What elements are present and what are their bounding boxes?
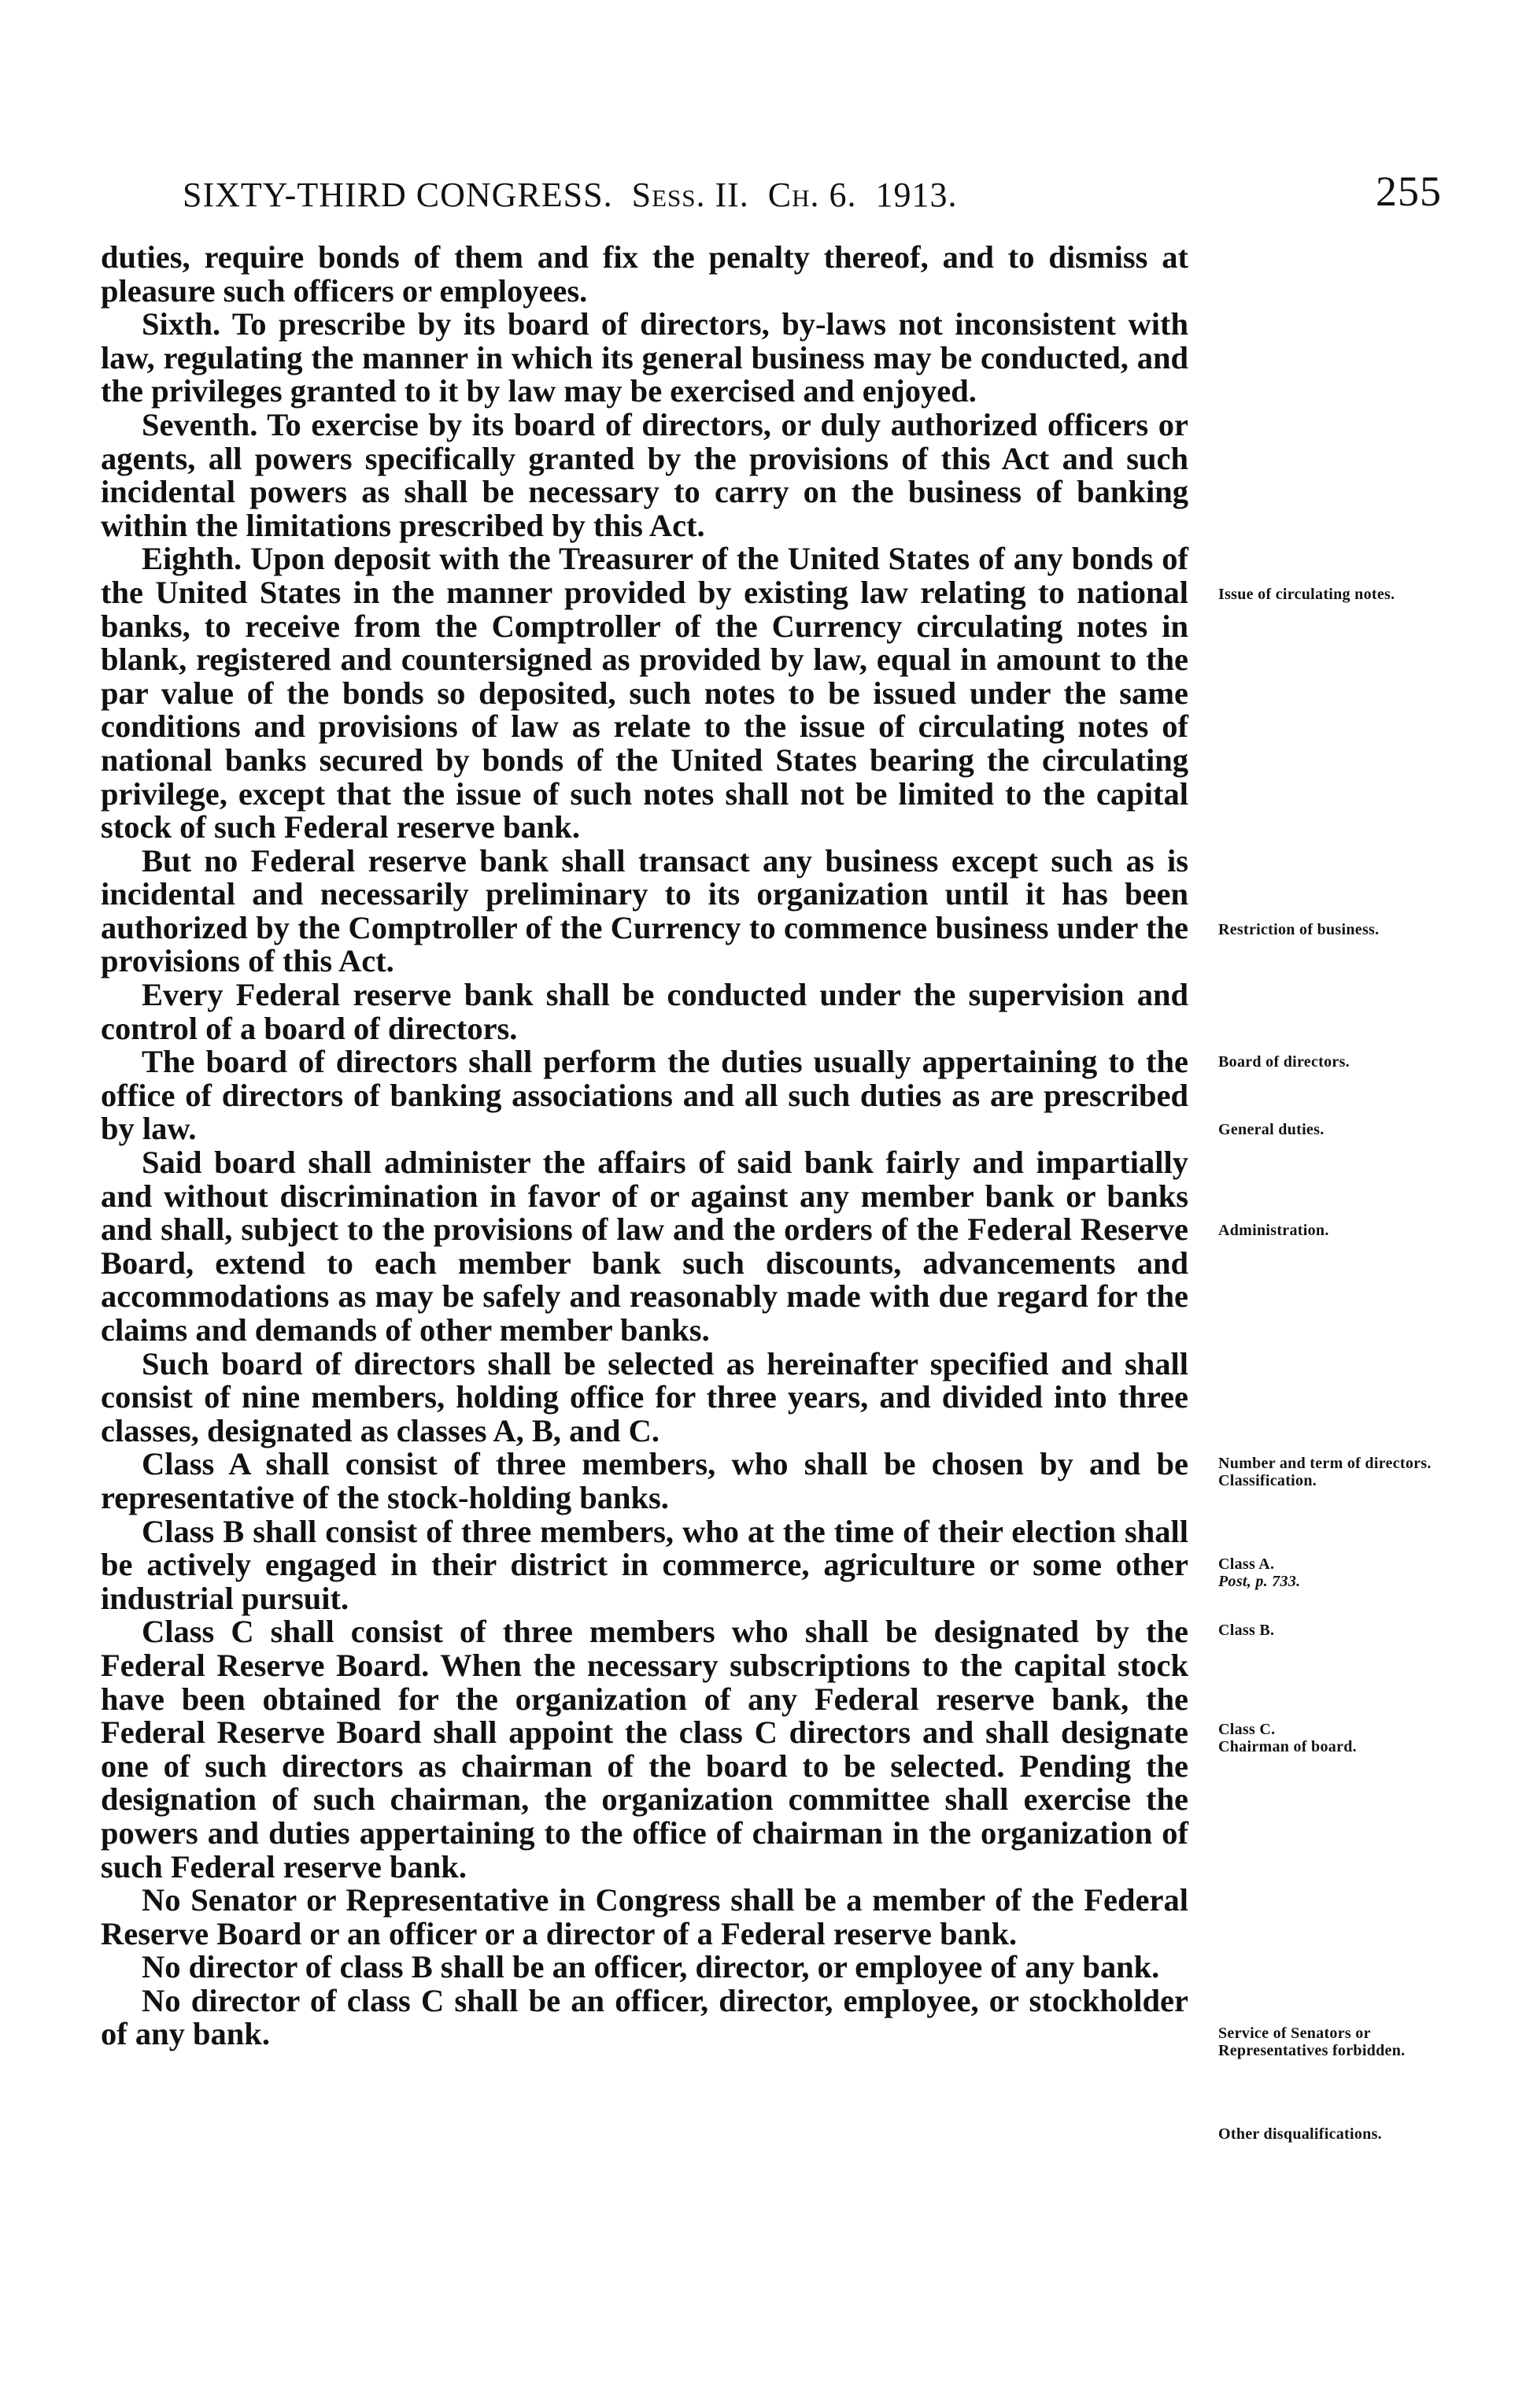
margin-note-other: [1218, 2125, 1443, 2143]
margin-note-board: [1218, 1053, 1443, 1071]
chapter-label: Ch. 6.: [767, 176, 857, 214]
paragraph-duties: duties, require bonds of them and fix the penalty thereof, and to dismiss at pleasure such officers or employees.: [101, 239, 1188, 309]
margin-note-classification-text: Classification.: [1218, 1472, 1317, 1489]
statute-text: [101, 241, 1188, 2051]
margin-note-administration: [1218, 1222, 1443, 1239]
paragraph-administration: Said board shall administer the affairs of said bank fairly and impartially and without discrimination in favor of or against any member bank or banks and shall, subject to the provisions of law and the orders of the Federal Reserve Board, extend to each member bank such discounts, advancements and accommodations as may be safely and reasonably made with due regard for the claims and demands of other member banks.: [101, 1145, 1188, 1348]
paragraph-board: Every Federal reserve bank shall be conducted under the supervision and control of a board of directors.: [101, 977, 1188, 1046]
paragraph-sixth: Sixth. To prescribe by its board of directors, by-laws not inconsistent with law, regulating the manner in which its general business may be conducted, and the privileges granted to it by law may be exercised and enjoyed.: [101, 306, 1188, 409]
margin-note-class-b: [1218, 1622, 1443, 1639]
running-head-title: SIXTY-THIRD CONGRESS.: [183, 176, 613, 214]
paragraph-class-b: Class B shall consist of three members, who at the time of their election shall be actively engaged in their district in commerce, agriculture or some other industrial pursuit.: [101, 1513, 1188, 1616]
margin-note-number-term-text: Number and term of directors.: [1218, 1455, 1432, 1472]
margin-note-administration-text: Administration.: [1218, 1222, 1329, 1239]
margin-note-class-a-text: Class A.: [1218, 1555, 1275, 1573]
margin-note-general-duties-text: General duties.: [1218, 1121, 1325, 1138]
paragraph-senators: No Senator or Representative in Congress shall be a member of the Federal Reserve Board or an officer or a director of a Federal reserve bank.: [101, 1882, 1188, 1951]
paragraph-restriction: But no Federal reserve bank shall transact any business except such as is incidental and necessarily preliminary to its organization until it has been authorized by the Comptroller of the Currency to commence business under the provisions of this Act.: [101, 842, 1188, 979]
margin-note-restriction: [1218, 921, 1443, 938]
session-label: Sess. II.: [631, 176, 749, 214]
margin-note-number-term: [1218, 1455, 1443, 1489]
margin-note-class-b-text: Class B.: [1218, 1622, 1275, 1639]
paragraph-number-term: Such board of directors shall be selected as hereinafter specified and shall consist of nine members, holding office for three years, and divided into three classes, designated as classes A, B, and C.: [101, 1345, 1188, 1448]
margin-note-issue-text: Issue of circulating notes.: [1218, 586, 1395, 603]
margin-note-class-c: [1218, 1721, 1443, 1755]
page-number: 255: [1376, 168, 1442, 215]
margin-note-other-text: Other disqualifications.: [1218, 2125, 1382, 2143]
paragraph-general-duties: The board of directors shall perform the duties usually appertaining to the office of directors of banking associations and all such duties as are prescribed by law.: [101, 1044, 1188, 1147]
margin-note-class-a: [1218, 1555, 1443, 1590]
paragraph-class-c-disqualification: No director of class C shall be an officer, director, employee, or stockholder of any bank.: [101, 1982, 1188, 2052]
margin-note-class-a-reference: Post, p. 733.: [1218, 1573, 1301, 1590]
margin-note-service: [1218, 2025, 1443, 2059]
margin-note-issue: [1218, 586, 1443, 603]
margin-note-restriction-text: Restriction of business.: [1218, 921, 1380, 938]
paragraph-class-b-disqualification: No director of class B shall be an officer, director, or employee of any bank.: [142, 1949, 1160, 1985]
paragraph-eighth: Eighth. Upon deposit with the Treasurer of the United States of any bonds of the United States in the manner provided by existing law relating to national banks, to receive from the Comptroller of the Currency circulating notes in blank, registered and countersigned as provided by law, equal in amount to the par value of the bonds so deposited, such notes to be issued under the same conditions and provisions of law as relate to the issue of circulating notes of national banks secured by bonds of the United States bearing the circulating privilege, except that the issue of such notes shall not be limited to the capital stock of such Federal reserve bank.: [101, 541, 1188, 845]
paragraph-seventh: Seventh. To exercise by its board of directors, or duly authorized officers or agents, all powers specifically granted by the provisions of this Act and such incidental powers as shall be necessary to carry on the business of banking within the limitations prescribed by this Act.: [101, 406, 1188, 543]
page-header: [183, 168, 1442, 230]
paragraph-class-c: Class C shall consist of three members who shall be designated by the Federal Reserve Board. When the necessary subscriptions to the capital stock have been obtained for the organization of any Federal reserve bank, the Federal Reserve Board shall appoint the class C directors and shall designate one of such directors as chairman of the board to be selected. Pending the designation of such chairman, the organization committee shall exercise the powers and duties appertaining to the office of chairman in the organization of such Federal reserve bank.: [101, 1614, 1188, 1885]
paragraph-class-a: Class A shall consist of three members, who shall be chosen by and be representative of the stock-holding banks.: [101, 1446, 1188, 1515]
margin-note-service-text: Service of Senators or Representatives forbidden.: [1218, 2025, 1406, 2059]
margin-note-chairman-text: Chairman of board.: [1218, 1738, 1357, 1755]
running-head: [183, 175, 958, 215]
margin-note-general-duties: [1218, 1121, 1443, 1138]
margin-note-board-text: Board of directors.: [1218, 1053, 1350, 1071]
margin-note-class-c-text: Class C.: [1218, 1721, 1276, 1738]
year-label: 1913.: [875, 176, 958, 214]
